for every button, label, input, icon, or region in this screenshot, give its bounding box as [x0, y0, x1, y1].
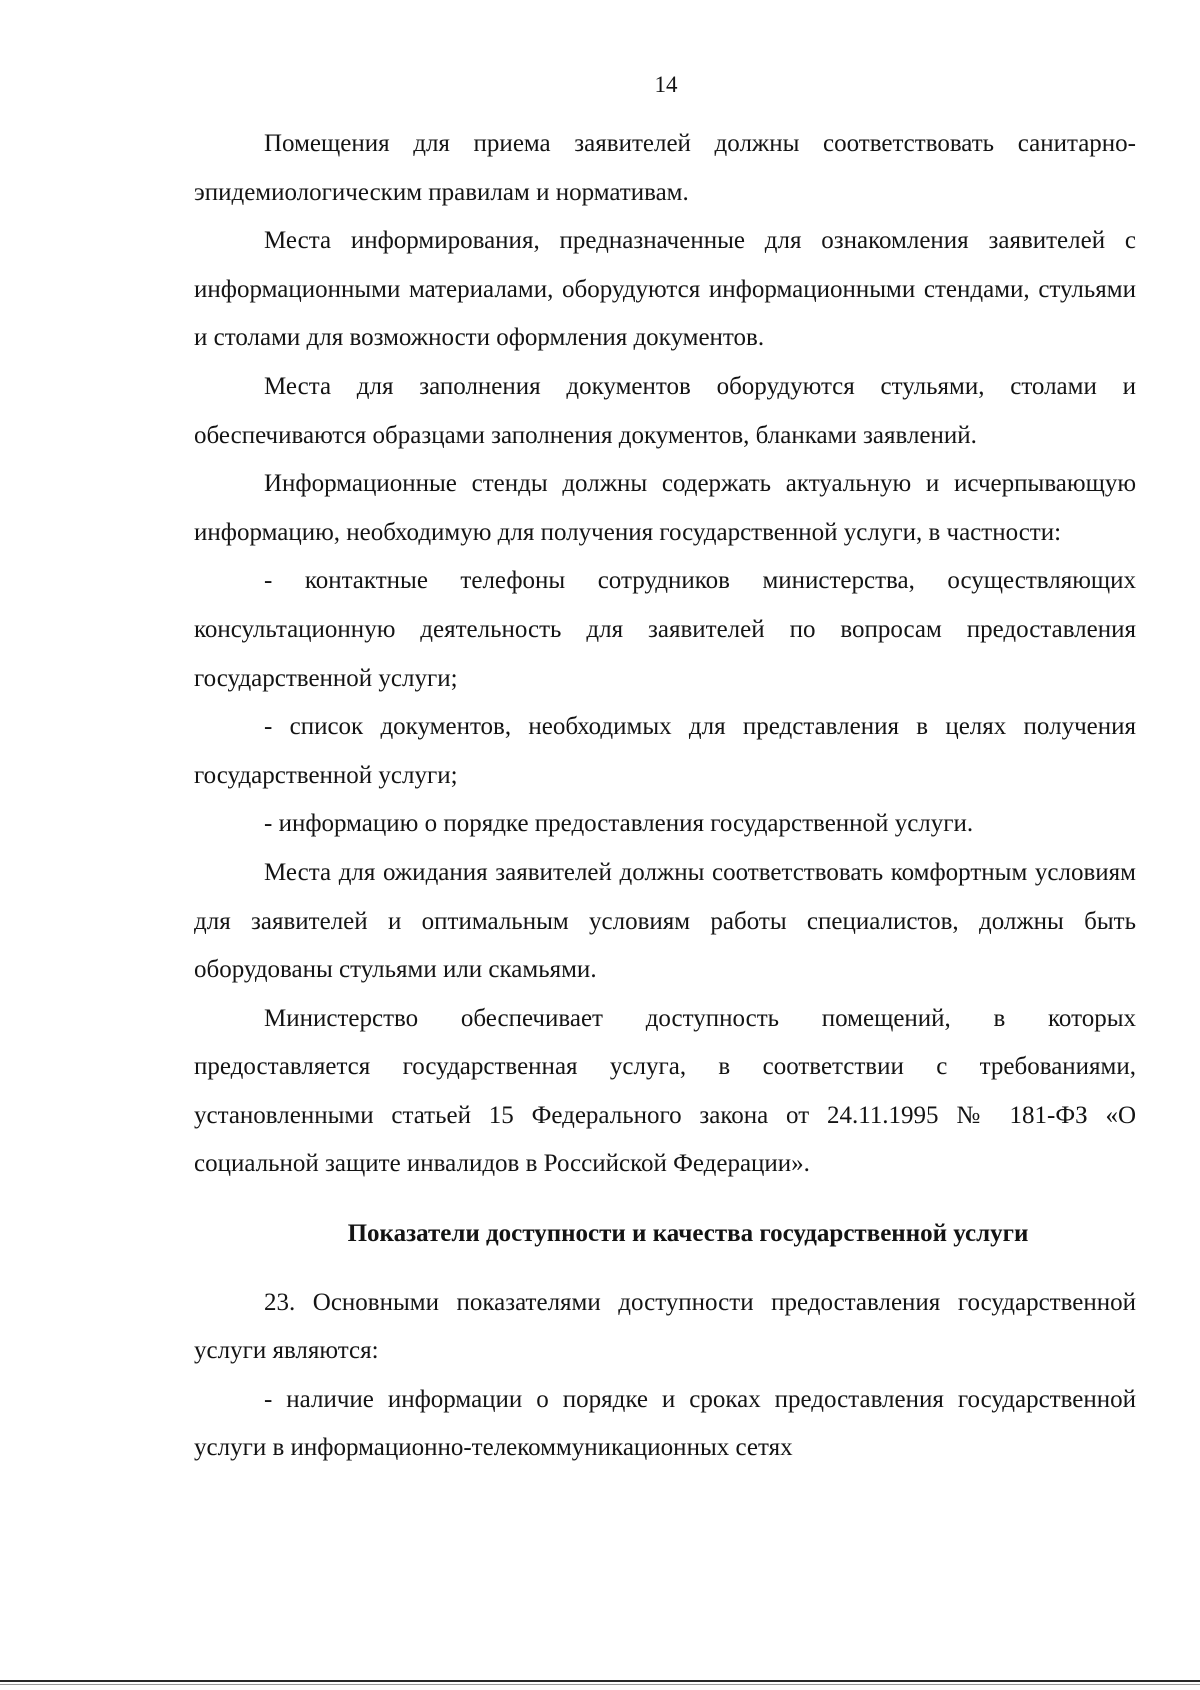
- scan-edge-line-thin: [0, 1684, 1200, 1685]
- paragraph: Места информирования, предназначенные для ознакомления заявителей с информационными материалами, оборудуются информационными стендами, стульями и столами для возможности оформления документов.: [194, 227, 1136, 352]
- list-item: - информацию о порядке предоставления государственной услуги.: [264, 810, 974, 838]
- section-heading: Показатели доступности и качества государственной услуги: [347, 1220, 1029, 1248]
- list-item: - наличие информации о порядке и сроках предоставления государственной услуги в информационно-телекоммуникационных сетях: [194, 1385, 1136, 1462]
- page-number-text: 14: [654, 72, 678, 97]
- paragraph: Места для заполнения документов оборудуются стульями, столами и обеспечиваются образцами заполнения документов, бланками заявлений.: [194, 372, 1136, 449]
- list-item: - контактные телефоны сотрудников министерства, осуществляющих консультационную деятельность для заявителей по вопросам предоставления государственной услуги;: [194, 567, 1136, 692]
- page-number: [0, 72, 1200, 98]
- document-body: [194, 120, 1136, 1473]
- paragraph: Министерство обеспечивает доступность помещений, в которых предоставляется государственная услуга, в соответствии с требованиями, установленными статьей 15 Федерального закона от 24.11.1995 № 181-ФЗ «О социальной защите инвалидов в Российской Федерации».: [194, 1004, 1136, 1178]
- scan-edge-line: [0, 1680, 1200, 1682]
- numbered-paragraph: 23. Основными показателями доступности предоставления государственной услуги являются:: [194, 1288, 1136, 1365]
- paragraph: Информационные стенды должны содержать актуальную и исчерпывающую информацию, необходимую для получения государственной услуги, в частности:: [194, 470, 1136, 546]
- paragraph: Помещения для приема заявителей должны соответствовать санитарно-эпидемиологическим правилам и нормативам.: [194, 130, 1136, 206]
- list-item: - список документов, необходимых для представления в целях получения государственной услуги;: [194, 713, 1136, 789]
- paragraph: Места для ожидания заявителей должны соответствовать комфортным условиям для заявителей и оптимальным условиям работы специалистов, должны быть оборудованы стульями или скамьями.: [194, 858, 1136, 984]
